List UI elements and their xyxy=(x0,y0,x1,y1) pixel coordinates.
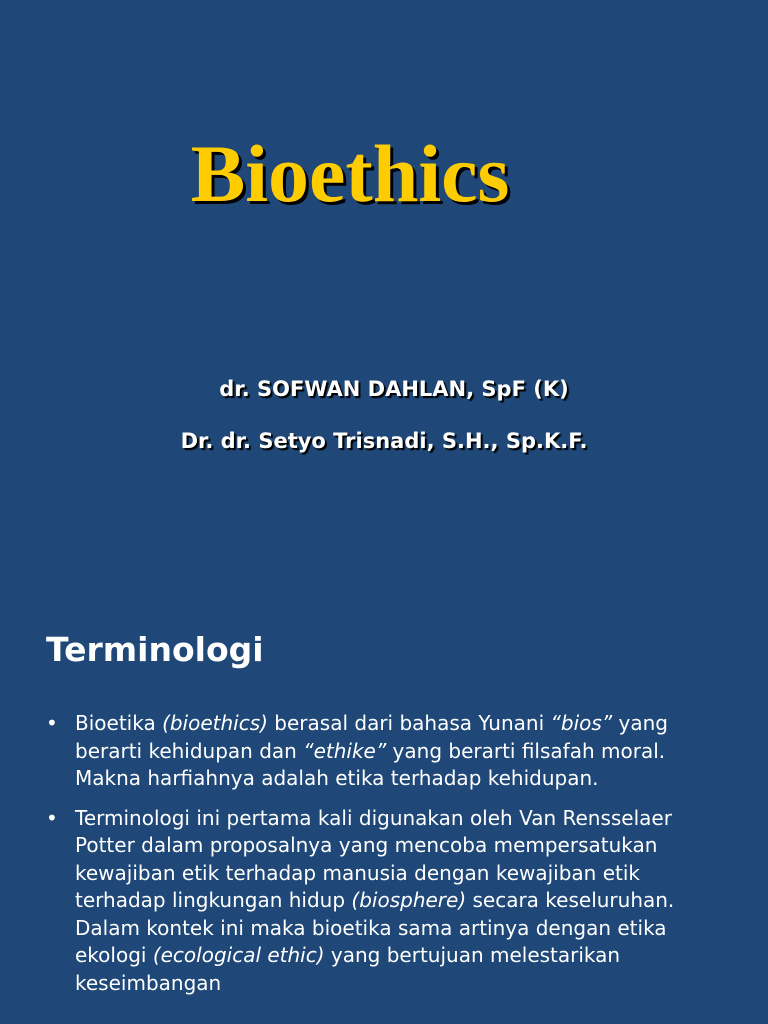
bullet-dot-icon: • xyxy=(46,805,58,830)
bullet-term: “ethike” xyxy=(303,738,387,763)
bullet-text: secara keseluruhan. Dalam kontek ini maka bioetika sama artinya dengan etika ekologi xyxy=(75,888,675,967)
bullet-text: Terminologi ini pertama kali digunakan oleh Van Rensselaer Potter dalam proposalnya yang mencoba mempersatukan kewajiban etik terhadap manusia dengan kewajiban etik terhadap lingkungan hidup xyxy=(75,805,672,912)
bullet-text: berasal dari bahasa Yunani xyxy=(267,711,551,735)
bullet-text: Bioetika xyxy=(75,711,163,735)
bullet-text: yang bertujuan melestarikan keseimbangan xyxy=(75,943,621,995)
bullet-dot-icon: • xyxy=(46,711,58,735)
bullet-term: (ecological ethic) xyxy=(152,943,325,967)
author-1: dr. SOFWAN DAHLAN, SpF (K) xyxy=(219,377,569,401)
content-slide xyxy=(0,576,768,1024)
bullet-term: “bios” xyxy=(550,711,613,735)
author-2: Dr. dr. Setyo Trisnadi, S.H., Sp.K.F. xyxy=(180,429,588,453)
section-heading: Terminologi xyxy=(46,630,264,669)
bullet-term: (bioethics) xyxy=(162,711,268,735)
bullet-text: yang berarti kehidupan dan xyxy=(75,711,668,763)
bullet-term: (biosphere) xyxy=(351,888,467,912)
bullet-item-2 xyxy=(46,805,736,998)
bullet-list xyxy=(46,710,736,1009)
bullet-item-1 xyxy=(46,710,736,793)
bullet-text: yang berarti filsafah moral. Makna harfiahnya adalah etika terhadap kehidupan. xyxy=(75,738,666,790)
slide-title: Bioethics xyxy=(190,128,510,219)
